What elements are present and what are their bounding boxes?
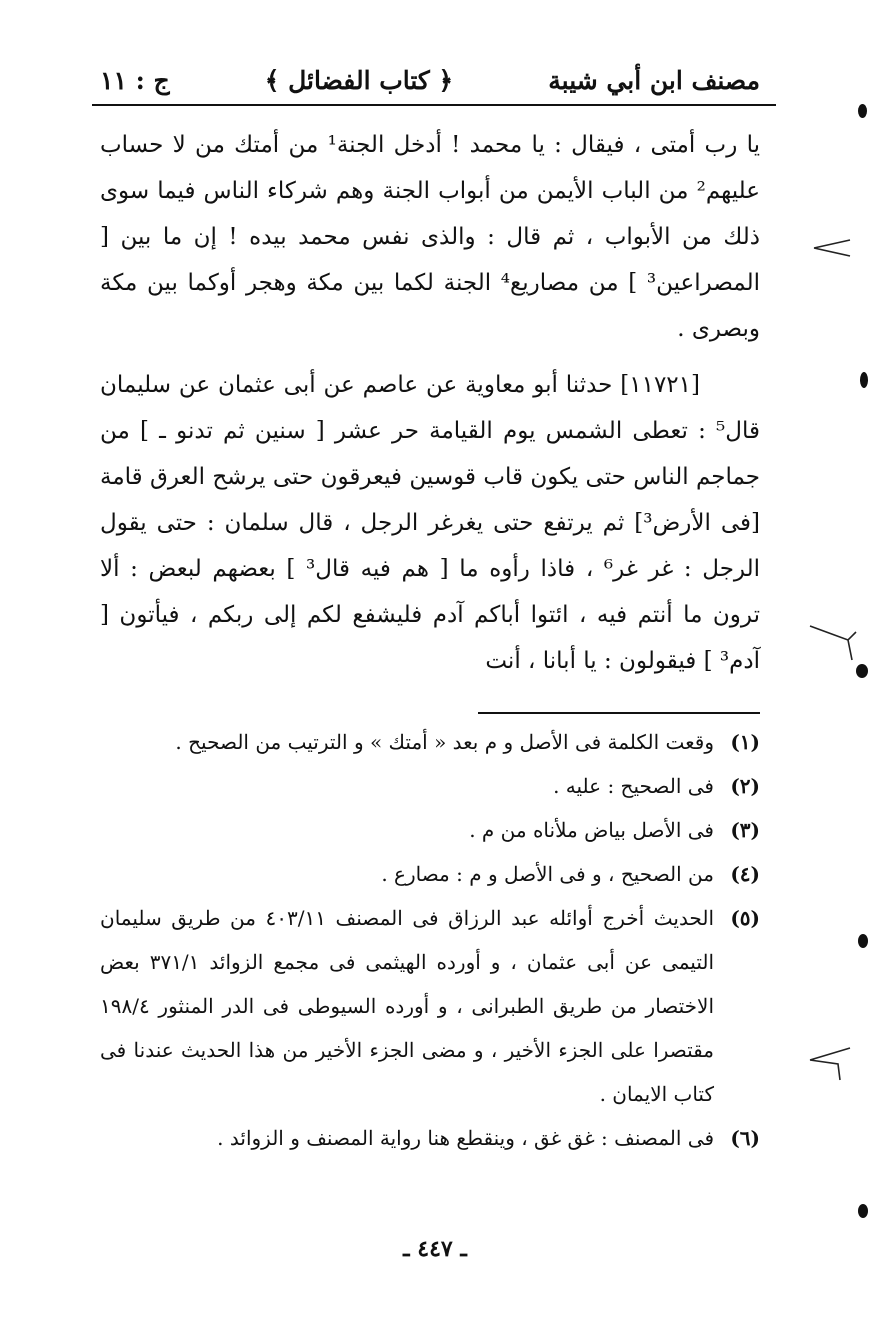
footnote-number: (٥)	[730, 906, 760, 930]
volume-number: ج : ١١	[100, 65, 170, 95]
footnote	[100, 764, 760, 808]
footnote-text: فى الأصل بياض ملأناه من م .	[469, 818, 714, 842]
scan-mark	[860, 372, 868, 388]
footnote	[100, 720, 760, 764]
header-rule	[92, 104, 776, 106]
footnote-separator	[478, 712, 760, 714]
scan-mark	[858, 934, 868, 948]
footnote-text: وقعت الكلمة فى الأصل و م بعد « أمتك » و الترتيب من الصحيح .	[175, 730, 714, 754]
footnote-number: (٣)	[730, 818, 760, 842]
section-title: ﴿ كتاب الفضائل ﴾	[264, 65, 454, 95]
scan-mark	[812, 236, 852, 260]
footnote-number: (٤)	[730, 862, 760, 886]
scan-mark	[858, 104, 867, 118]
footnote-number: (٢)	[730, 774, 760, 798]
scan-mark	[858, 1204, 868, 1218]
running-header	[100, 58, 760, 102]
main-text	[100, 122, 760, 684]
book-title: مصنف ابن أبي شيبة	[548, 65, 760, 95]
footnotes	[100, 720, 760, 1160]
footnote-number: (١)	[730, 730, 760, 754]
paragraph: [١١٧٢١] حدثنا أبو معاوية عن عاصم عن أبى عثمان عن سليمان قال⁵ : تعطى الشمس يوم القيامة حر عشر [ سنين ثم تدنو ـ ] من جماجم الناس حتى يكون قاب قوسين فيعرقون حتى يرشح العرق قامة [فى الأرض³] ثم يرتفع حتى يغرغر الرجل ، قال سلمان : حتى يقول الرجل : غر غر⁶ ، فاذا رأوه ما [ هم فيه قال³ ] بعضهم لبعض : ألا ترون ما أنتم فيه ، ائتوا أباكم آدم فليشفع لكم إلى ربكم ، فيأتون [ آدم³ ] فيقولون : يا أبانا ، أنت	[100, 372, 760, 674]
footnote-text: من الصحيح ، و فى الأصل و م : مصارع .	[381, 862, 714, 886]
footnote-text: الحديث أخرج أوائله عبد الرزاق فى المصنف ٤٠٣/١١ من طريق سليمان التيمى عن أبى عثمان ، و أورده الهيثمى فى مجمع الزوائد ٣٧١/١ بعض الاختصار من طريق الطبرانى ، و أورده السيوطى فى الدر المنثور ١٩٨/٤ مقتصرا على الجزء الأخير ، و مضى الجزء الأخير من هذا الحديث عندنا فى كتاب الايمان .	[100, 906, 714, 1106]
footnote	[100, 852, 760, 896]
footnote	[100, 808, 760, 852]
footnote	[100, 896, 760, 1116]
page-number: ـ ٤٤٧ ـ	[403, 1236, 467, 1262]
footnote-text: فى الصحيح : عليه .	[553, 774, 714, 798]
scan-mark	[808, 1042, 852, 1082]
footnote	[100, 1116, 760, 1160]
footnote-text: فى المصنف : غق غق ، وينقطع هنا رواية المصنف و الزوائد .	[217, 1126, 714, 1150]
scan-mark	[808, 622, 858, 662]
scan-mark	[856, 664, 868, 678]
footnote-number: (٦)	[730, 1126, 760, 1150]
paragraph: يا رب أمتى ، فيقال : يا محمد ! أدخل الجنة¹ من أمتك من لا حساب عليهم² من الباب الأيمن من أبواب الجنة وهم شركاء الناس فيما سوى ذلك من الأبواب ، ثم قال : والذى نفس محمد بيده ! إن ما بين [ المصراعين³ ] من مصاريع⁴ الجنة لكما بين مكة وهجر أوكما بين مكة وبصرى .	[100, 132, 760, 342]
